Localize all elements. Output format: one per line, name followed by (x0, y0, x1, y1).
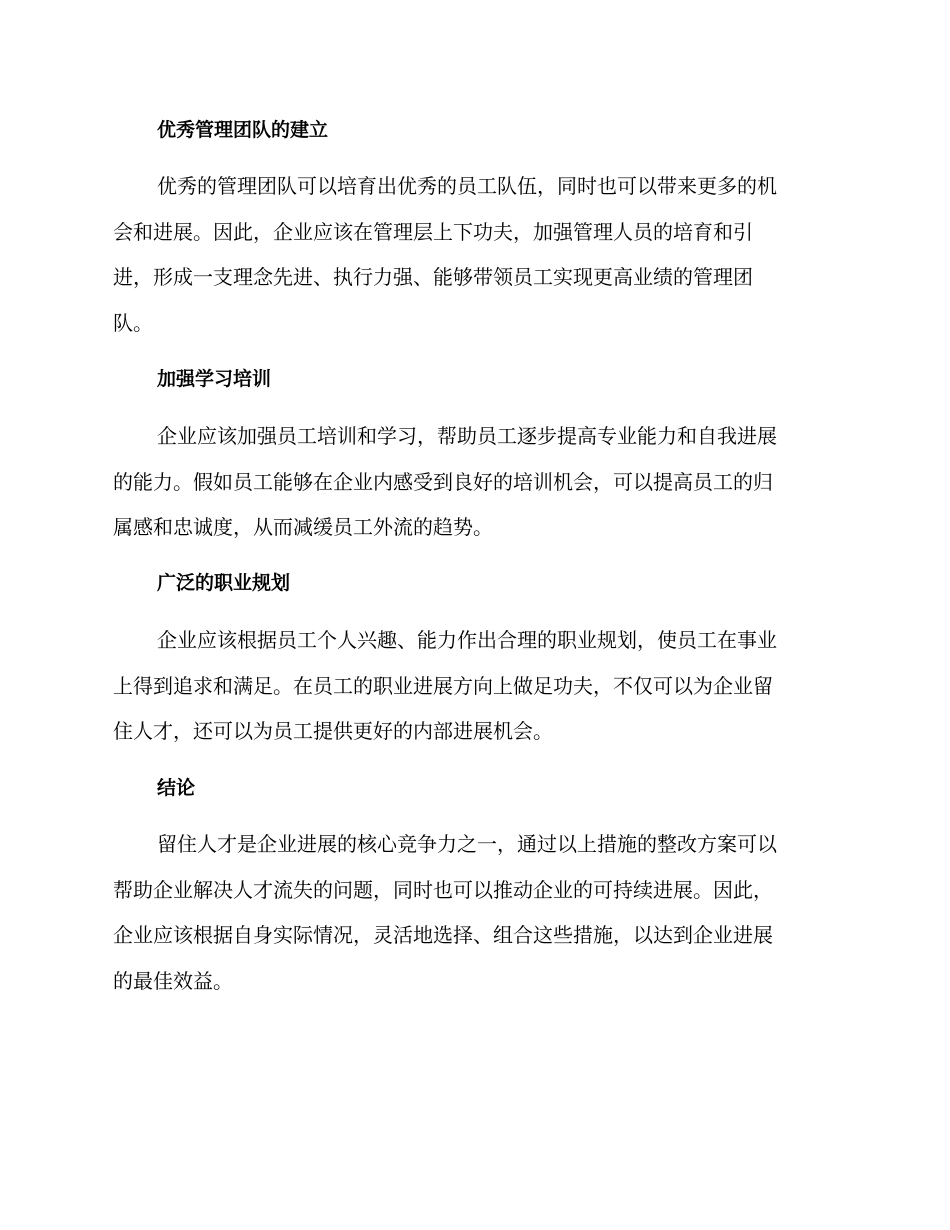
paragraph-line: 队。 (113, 311, 153, 335)
paragraph-line: 留住人才是企业进展的核心竞争力之一，通过以上措施的整改方案可以 (157, 832, 777, 856)
paragraph-line: 企业应该根据员工个人兴趣、能力作出合理的职业规划，使员工在事业 (157, 628, 777, 652)
paragraph-line: 进，形成一支理念先进、执行力强、能够带领员工实现更高业绩的管理团 (113, 265, 753, 289)
paragraph-line: 住人才，还可以为员工提供更好的内部进展机会。 (113, 719, 553, 743)
section-heading: 结论 (157, 777, 196, 799)
paragraph-line: 上得到追求和满足。在员工的职业进展方向上做足功夫，不仅可以为企业留 (113, 674, 773, 698)
paragraph-line: 企业应该加强员工培训和学习，帮助员工逐步提高专业能力和自我进展 (157, 424, 777, 448)
section-heading: 广泛的职业规划 (157, 572, 291, 594)
section-heading: 加强学习培训 (157, 368, 272, 390)
paragraph-line: 会和进展。因此，企业应该在管理层上下功夫，加强管理人员的培育和引 (113, 220, 753, 244)
paragraph-line: 的能力。假如员工能够在企业内感受到良好的培训机会，可以提高员工的归 (113, 470, 773, 494)
paragraph-line: 帮助企业解决人才流失的问题，同时也可以推动企业的可持续进展。因此， (113, 878, 773, 902)
section-heading: 优秀管理团队的建立 (157, 119, 329, 141)
paragraph-line: 企业应该根据自身实际情况，灵活地选择、组合这些措施，以达到企业进展 (113, 923, 773, 947)
paragraph-line: 的最佳效益。 (113, 969, 233, 993)
paragraph-line: 优秀的管理团队可以培育出优秀的员工队伍，同时也可以带来更多的机 (157, 174, 777, 198)
paragraph-line: 属感和忠诚度，从而减缓员工外流的趋势。 (113, 515, 493, 539)
